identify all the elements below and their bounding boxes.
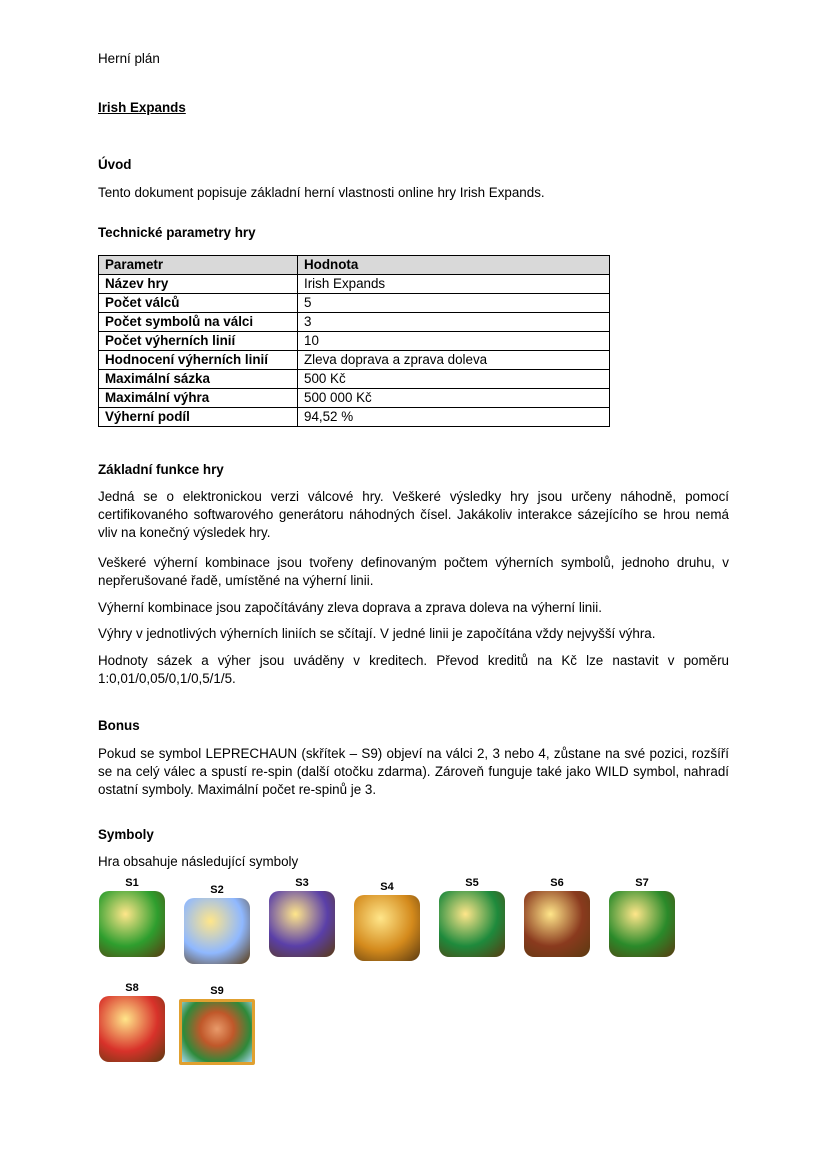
column-header: Hodnota bbox=[298, 256, 610, 275]
param-name: Výherní podíl bbox=[99, 408, 298, 427]
bonus-heading: Bonus bbox=[98, 718, 140, 733]
symbol-label: S4 bbox=[380, 881, 394, 893]
symbol-label: S7 bbox=[635, 877, 649, 889]
symbol-label: S3 bbox=[295, 877, 309, 889]
column-header: Parametr bbox=[99, 256, 298, 275]
table-row bbox=[99, 408, 610, 427]
top-hat-icon bbox=[439, 891, 505, 957]
basic-paragraph: Hodnoty sázek a výher jsou uváděny v kreditech. Převod kreditů na Kč lze nastavit v poměru 1:0,01/0,05/0,1/0,5/1/5. bbox=[98, 653, 729, 686]
document-header: Herní plán bbox=[98, 51, 160, 66]
param-value: Irish Expands bbox=[298, 275, 610, 294]
symbols-heading: Symboly bbox=[98, 827, 154, 842]
table-row bbox=[99, 275, 610, 294]
table-row bbox=[99, 313, 610, 332]
table-row bbox=[99, 370, 610, 389]
symbol-label: S1 bbox=[125, 877, 139, 889]
bonus-text: Pokud se symbol LEPRECHAUN (skřítek – S9) objeví na válci 2, 3 nebo 4, zůstane na své pozici, rozšíří se na celý válec a spustí re-spin (další otočku zdarma). Zároveň funguje také jako WILD symbol, nahradí ostatní symboly. Maximální počet re-spinů je 3. bbox=[98, 746, 729, 797]
basic-paragraph: Veškeré výherní kombinace jsou tvořeny definovaným počtem výherních symbolů, jednoho druhu, v nepřerušované řadě, umístěné na výherní linii. bbox=[98, 555, 729, 588]
param-name: Maximální výhra bbox=[99, 389, 298, 408]
intro-heading: Úvod bbox=[98, 157, 132, 172]
symbol-label: S5 bbox=[465, 877, 479, 889]
symbol-s1 bbox=[92, 877, 172, 957]
symbol-label: S2 bbox=[210, 884, 224, 896]
symbol-s2 bbox=[177, 884, 257, 964]
param-name: Počet symbolů na válci bbox=[99, 313, 298, 332]
leprechaun-icon bbox=[179, 999, 255, 1065]
symbol-s6 bbox=[517, 877, 597, 957]
symbol-s3 bbox=[262, 877, 342, 957]
param-name: Počet válců bbox=[99, 294, 298, 313]
pot-of-gold-icon bbox=[269, 891, 335, 957]
param-value: 10 bbox=[298, 332, 610, 351]
table-row bbox=[99, 351, 610, 370]
boot-icon bbox=[609, 891, 675, 957]
symbols-intro: Hra obsahuje následující symboly bbox=[98, 854, 299, 869]
symbol-s5 bbox=[432, 877, 512, 957]
pipe-icon bbox=[524, 891, 590, 957]
param-value: 500 Kč bbox=[298, 370, 610, 389]
symbol-label: S9 bbox=[210, 985, 224, 997]
param-value: 94,52 % bbox=[298, 408, 610, 427]
symbol-s9 bbox=[177, 985, 257, 1065]
symbol-s7 bbox=[602, 877, 682, 957]
tech-params-table bbox=[98, 255, 610, 427]
table-row bbox=[99, 332, 610, 351]
basic-paragraph: Výherní kombinace jsou započítávány zleva doprava a zprava doleva na výherní linii. bbox=[98, 600, 602, 615]
symbol-s4 bbox=[347, 881, 427, 961]
symbol-s8 bbox=[92, 982, 172, 1062]
symbol-label: S6 bbox=[550, 877, 564, 889]
seven-icon bbox=[99, 891, 165, 957]
param-value: 5 bbox=[298, 294, 610, 313]
param-name: Hodnocení výherních linií bbox=[99, 351, 298, 370]
basic-heading: Základní funkce hry bbox=[98, 462, 224, 477]
intro-text: Tento dokument popisuje základní herní vlastnosti online hry Irish Expands. bbox=[98, 185, 545, 200]
param-name: Název hry bbox=[99, 275, 298, 294]
param-name: Počet výherních linií bbox=[99, 332, 298, 351]
tech-heading: Technické parametry hry bbox=[98, 225, 256, 240]
basic-paragraph: Jedná se o elektronickou verzi válcové hry. Veškeré výsledky hry jsou určeny náhodně, pomocí certifikovaného softwarového generátoru náhodných čísel. Jakákoliv interakce sázejícího se hrou nemá vliv na konečný výsledek hry. bbox=[98, 489, 729, 540]
param-name: Maximální sázka bbox=[99, 370, 298, 389]
param-value: 3 bbox=[298, 313, 610, 332]
game-title: Irish Expands bbox=[98, 100, 186, 115]
table-row bbox=[99, 294, 610, 313]
rainbow-icon bbox=[184, 898, 250, 964]
symbol-label: S8 bbox=[125, 982, 139, 994]
table-row bbox=[99, 389, 610, 408]
param-value: Zleva doprava a zprava doleva bbox=[298, 351, 610, 370]
horseshoe-icon bbox=[354, 895, 420, 961]
table-header-row bbox=[99, 256, 610, 275]
mushroom-icon bbox=[99, 996, 165, 1062]
param-value: 500 000 Kč bbox=[298, 389, 610, 408]
basic-paragraph: Výhry v jednotlivých výherních liniích se sčítají. V jedné linii je započítána vždy nejvyšší výhra. bbox=[98, 626, 656, 641]
